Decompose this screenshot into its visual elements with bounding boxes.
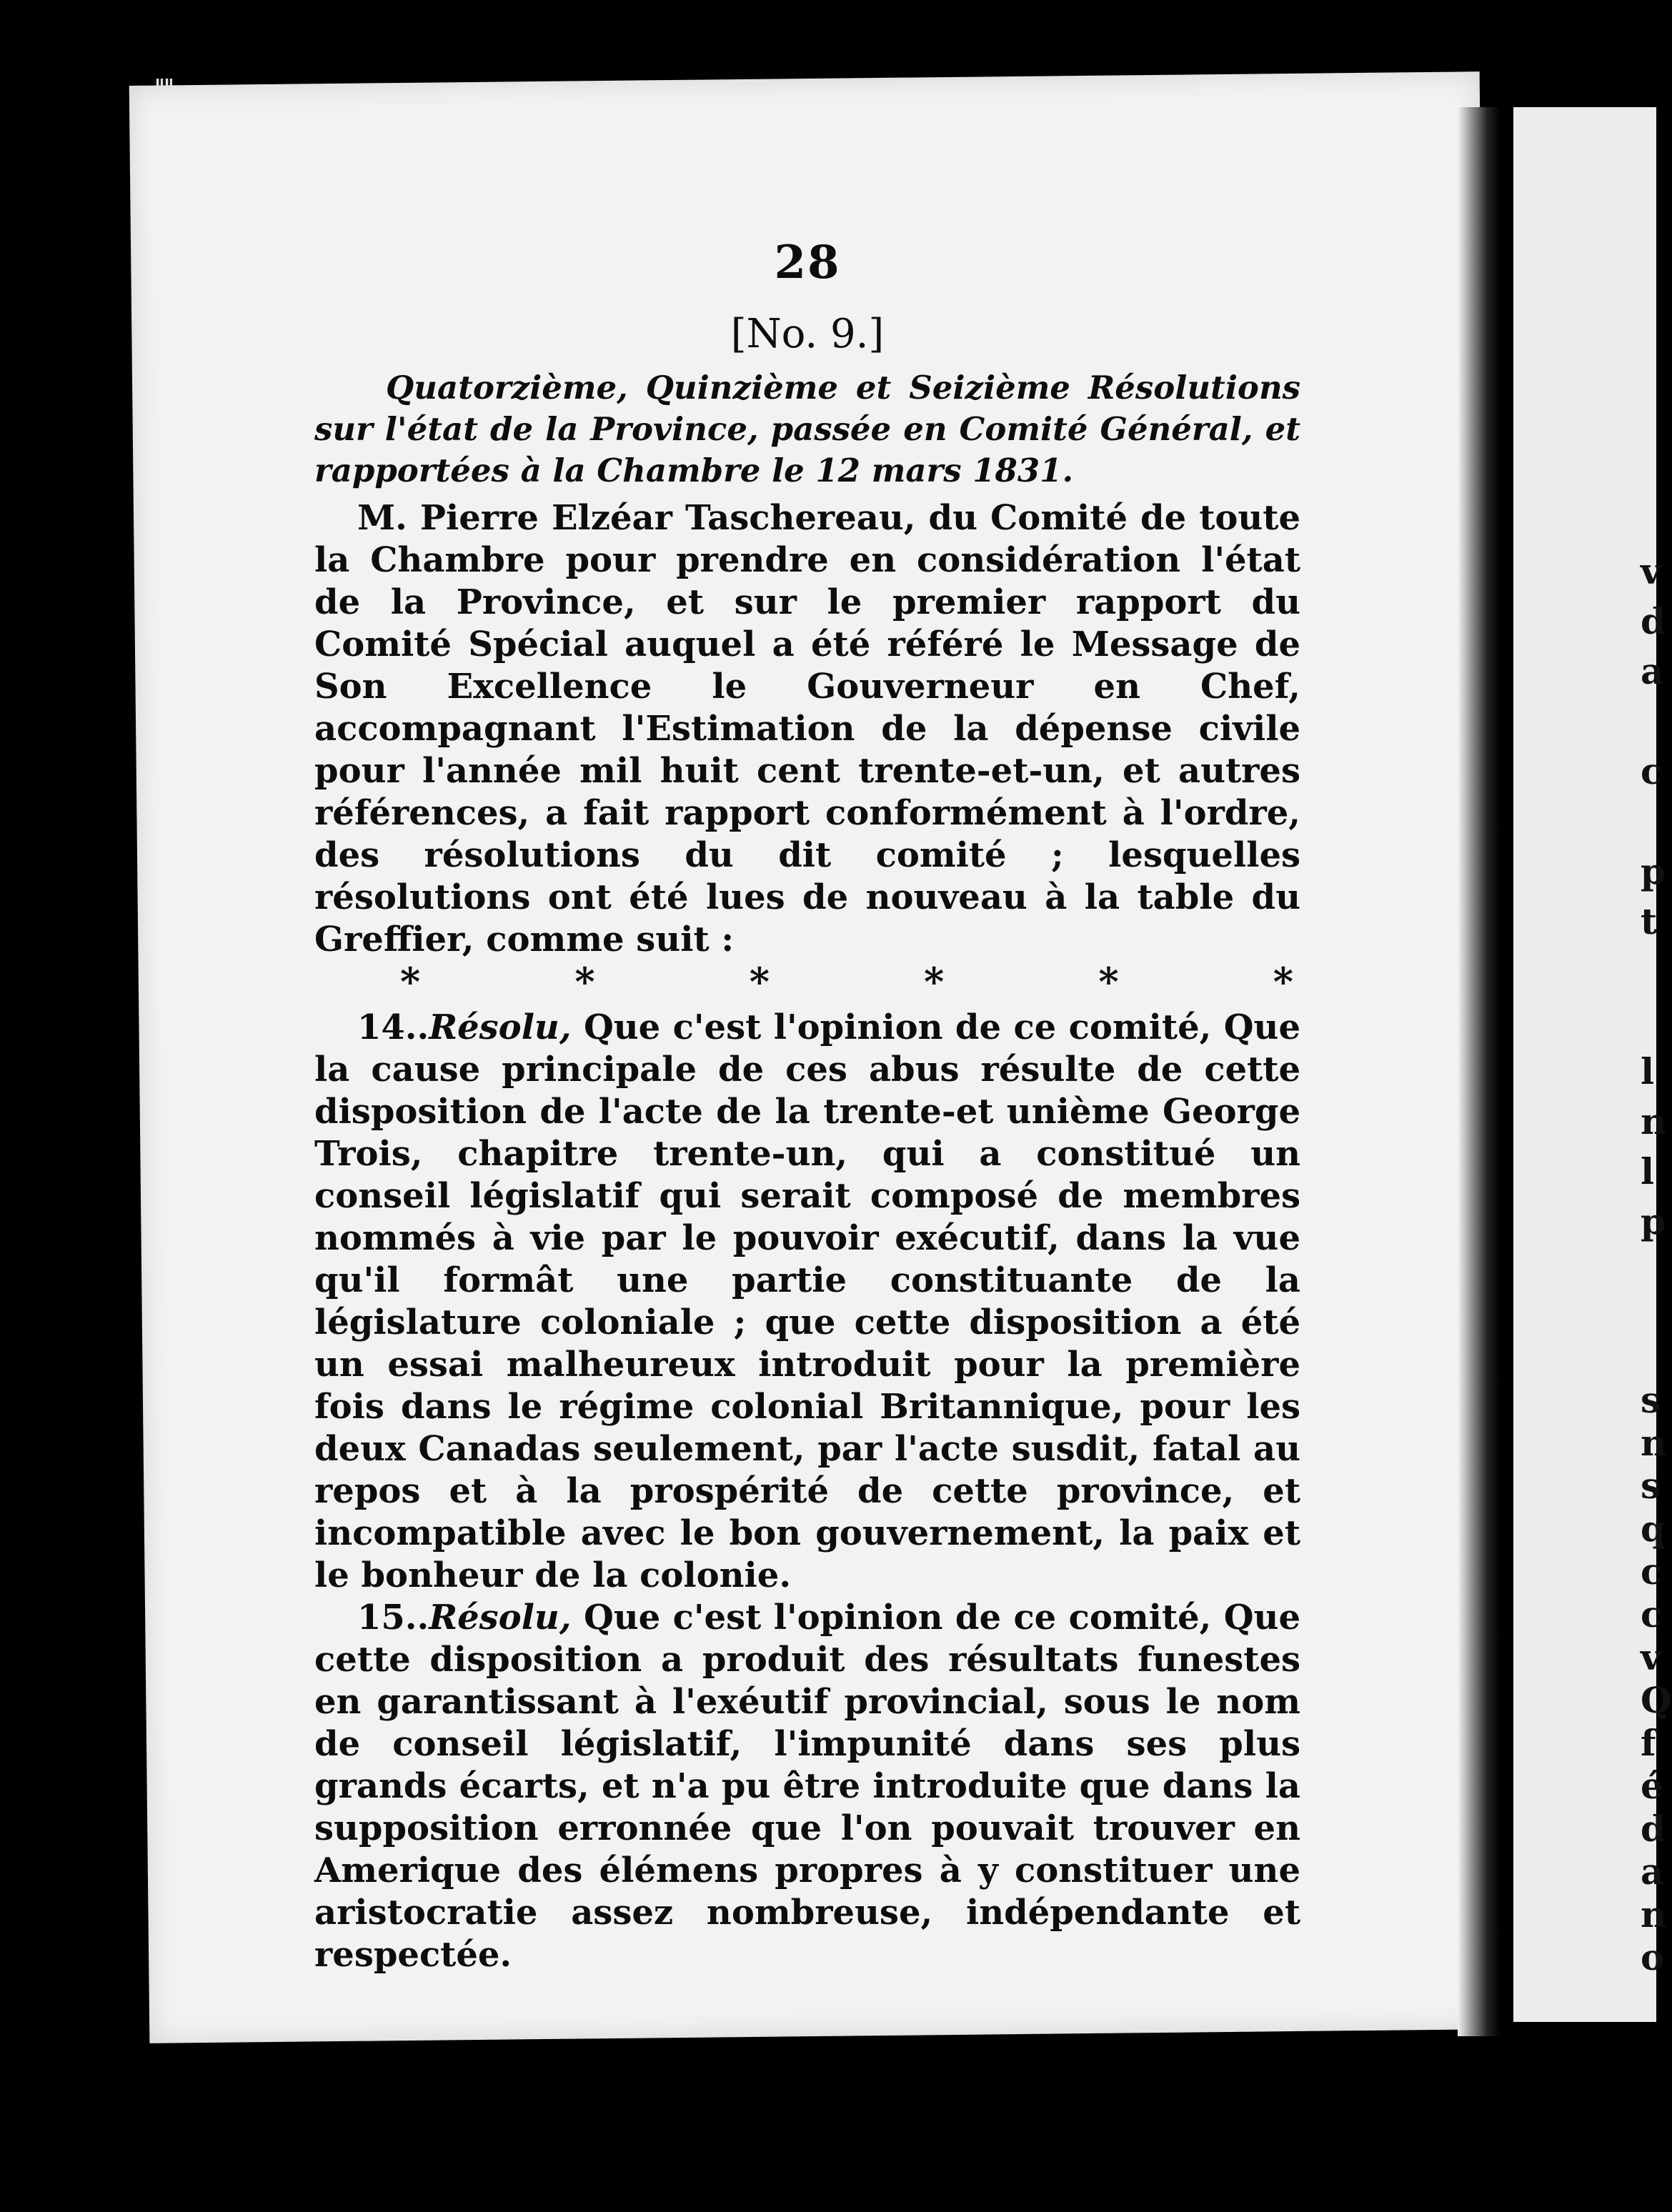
adjacent-page-fragment: s — [1641, 1379, 1661, 1421]
section-separator — [314, 959, 1300, 1005]
adjacent-page — [1513, 107, 1672, 2022]
adjacent-page-fragment: a — [1641, 650, 1664, 692]
resolution-keyword: Résolu, — [429, 1007, 572, 1047]
adjacent-page-fragment: l — [1641, 1050, 1654, 1092]
resolution-number: 14.. — [357, 1007, 429, 1047]
resolution-text: Que c'est l'opinion de ce comité, Que la cause principale de ces abus résulte de cette disposition de l'acte de la trente-et unième George Trois, chapitre trente-un, qui a constitué un conseil législatif qui serait composé de membres nommés à vie par le pouvoir exécutif, dans la vue qu'il formât une partie constituante de la législature coloniale ; que cette disposition a été un essai malheureux introduit pour la première fois dans le régime colonial Britannique, pour les deux Canadas seulement, par l'acte susdit, fatal au repos et à la prospérité de cette province, et incompatible avec le bon gouvernement, la paix et le bonheur de la colonie. — [314, 1007, 1300, 1595]
adjacent-page-fragment: d — [1641, 600, 1666, 642]
adjacent-page-fragment: é — [1641, 1765, 1663, 1807]
adjacent-page-fragment: a — [1641, 1850, 1664, 1893]
adjacent-page-fragment: Q — [1641, 1679, 1672, 1721]
intro-paragraph: M. Pierre Elzéar Taschereau, du Comité de toute la Chambre pour prendre en considération l'état de la Province, et sur le premier rapport du Comité Spécial auquel a été référé le Message de Son Excellence le Gouverneur en Chef, accompagnant l'Estimation de la dépense civile pour l'année mil huit cent trente-et-un, et autres références, a fait rapport conformément à l'ordre, des résolutions du dit comité ; lesquelles résolutions ont été lues de nouveau à la table du Greffier, comme suit : — [314, 498, 1300, 960]
adjacent-page-fragment: c — [1641, 750, 1663, 792]
separator-star: * — [574, 959, 595, 1005]
adjacent-page-fragment: n — [1641, 1100, 1667, 1142]
page-number: 28 — [774, 236, 841, 289]
adjacent-page-fragment: t — [1641, 900, 1658, 942]
adjacent-page-fragment: p — [1641, 850, 1666, 892]
adjacent-page-fragment: n — [1641, 1422, 1667, 1464]
separator-star: * — [1273, 959, 1293, 1005]
resolution-keyword: Résolu, — [429, 1598, 572, 1638]
resolution-14 — [314, 1007, 1300, 1597]
adjacent-page-fragment: q — [1641, 1508, 1666, 1550]
adjacent-page-fragment: f — [1641, 1722, 1656, 1764]
page-content — [314, 236, 1300, 1976]
adjacent-page-fragment: p — [1641, 1200, 1666, 1242]
document-number: [No. 9.] — [730, 311, 885, 357]
adjacent-page-fragment: o — [1641, 1936, 1665, 1978]
resolution-15 — [314, 1597, 1300, 1976]
separator-star: * — [749, 959, 770, 1005]
adjacent-page-fragment: s — [1641, 1465, 1661, 1507]
adjacent-page-fragment: c — [1641, 1593, 1663, 1635]
resolution-text: Que c'est l'opinion de ce comité, Que cette disposition a produit des résultats funestes en garantissant à l'exéutif provincial, sous le nom de conseil législatif, l'impunité dans ses plus grands écarts, et n'a pu être introduite que dans la supposition erronnée que l'on pouvait trouver en Amerique des élémens propres à y constituer une aristocratie assez nombreuse, indépendante et respectée. — [314, 1598, 1300, 1975]
adjacent-page-fragment: l — [1641, 1150, 1654, 1192]
separator-star: * — [924, 959, 945, 1005]
adjacent-page-fragment: n — [1641, 1893, 1667, 1936]
separator-star: * — [400, 959, 421, 1005]
adjacent-page-fragment: v — [1641, 1636, 1662, 1678]
adjacent-page-fragment: d — [1641, 1808, 1666, 1850]
page-gutter-shadow — [1458, 107, 1501, 2036]
adjacent-page-fragment: v — [1641, 550, 1662, 592]
resolution-number: 15.. — [357, 1598, 429, 1638]
section-heading: Quatorzième, Quinzième et Seizième Résolutions sur l'état de la Province, passée en Comité Général, et rapportées à la Chambre le 12 mars 1831. — [314, 369, 1300, 489]
adjacent-page-fragment: c — [1641, 1550, 1663, 1593]
separator-star: * — [1098, 959, 1119, 1005]
